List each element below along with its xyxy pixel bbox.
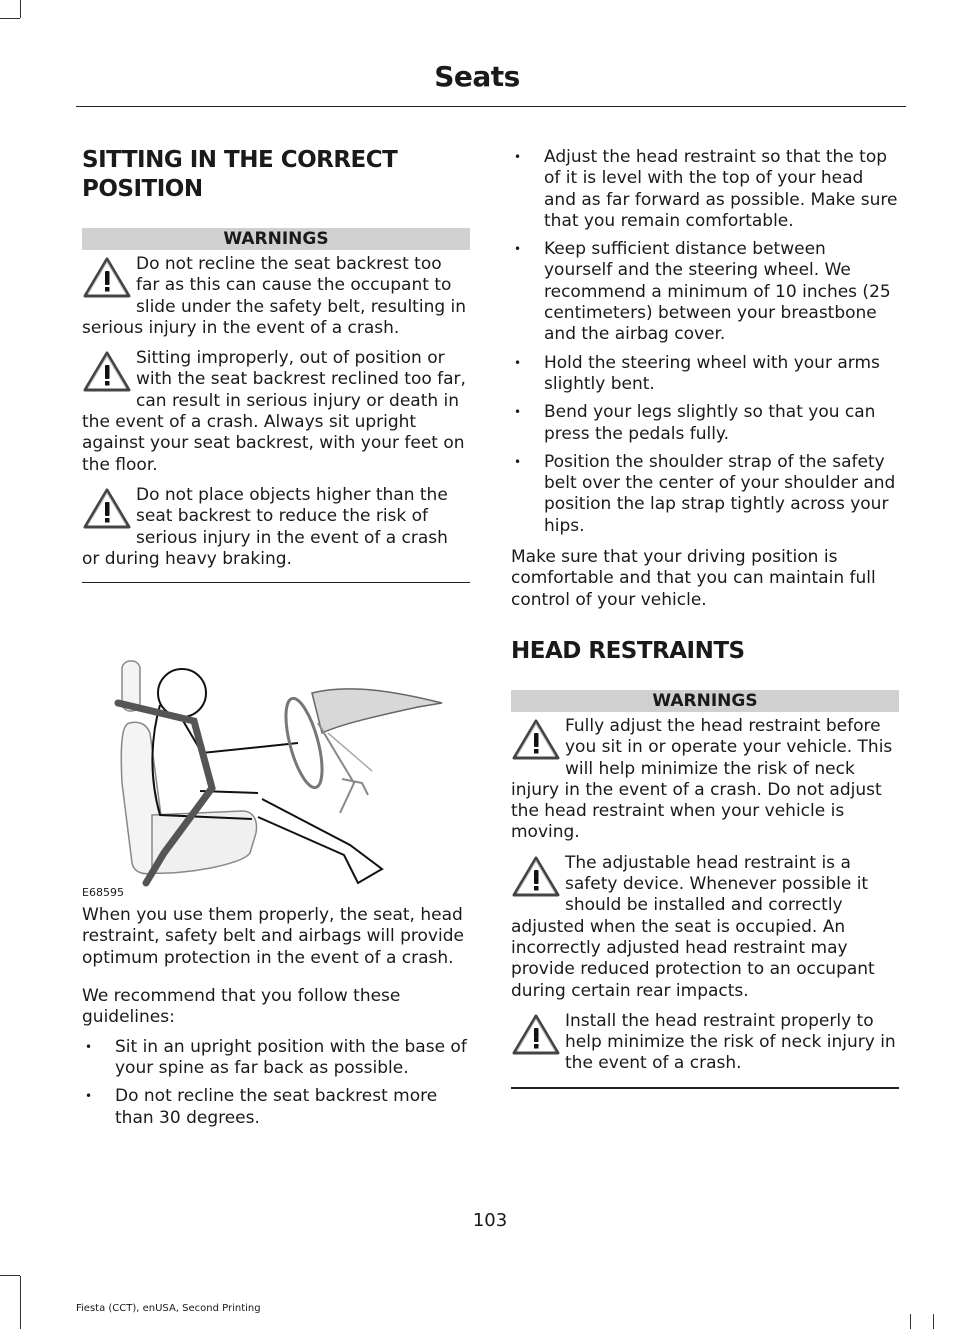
seated-driver-illustration bbox=[82, 583, 470, 905]
left-column bbox=[82, 146, 470, 1136]
crop-mark bbox=[910, 1314, 911, 1329]
crop-mark bbox=[0, 18, 20, 19]
list-item: • Do not recline the seat backrest more than 30 degrees. bbox=[82, 1086, 470, 1129]
crop-mark bbox=[20, 0, 21, 18]
list-item: • Keep sufficient distance between yourself and the steering wheel. We recommend a minimum of 10 inches (25 centimeters) between your breastbone and the airbag cover. bbox=[511, 239, 899, 345]
paragraph: When you use them properly, the seat, head restraint, safety belt and airbags will provide optimum protection in the event of a crash. bbox=[82, 905, 464, 968]
guideline-list bbox=[511, 147, 899, 537]
list-item: • Position the shoulder strap of the safety belt over the center of your shoulder and position the lap strap tightly across your hips. bbox=[511, 452, 899, 537]
warnings-divider bbox=[511, 1087, 899, 1089]
right-column bbox=[511, 147, 899, 1089]
warning-block bbox=[82, 348, 470, 476]
list-item: • Sit in an upright position with the base of your spine as far back as possible. bbox=[82, 1037, 470, 1080]
page-title: Seats bbox=[434, 60, 520, 93]
list-item: • Adjust the head restraint so that the top of it is level with the top of your head and as far forward as possible. Make sure that you remain comfortable. bbox=[511, 147, 899, 232]
crop-mark bbox=[0, 1275, 20, 1276]
warnings-header: WARNINGS bbox=[511, 690, 899, 712]
warning-triangle-icon bbox=[511, 718, 561, 762]
warning-text: The adjustable head restraint is a safety device. Whenever possible it should be installed and correctly adjusted when the seat is occupied. An incorrectly adjusted head restraint may provide reduced protection to an occupant during certain rear impacts. bbox=[511, 852, 875, 1001]
guideline-list bbox=[82, 1037, 470, 1129]
crop-mark bbox=[20, 1276, 21, 1329]
crop-mark bbox=[933, 1314, 934, 1329]
list-item: • Hold the steering wheel with your arms slightly bent. bbox=[511, 353, 899, 396]
warning-triangle-icon bbox=[82, 487, 132, 531]
warning-triangle-icon bbox=[511, 855, 561, 899]
warning-triangle-icon bbox=[82, 256, 132, 300]
warnings-header: WARNINGS bbox=[82, 228, 470, 250]
warning-text: Sitting improperly, out of position or with the seat backrest reclined too far, can result in serious injury or death in the event of a crash. Always sit upright against your seat backrest, with your feet on the floor. bbox=[82, 348, 466, 475]
warning-text: Do not place objects higher than the seat backrest to reduce the risk of serious injury in the event of a crash or during heavy braking. bbox=[82, 484, 448, 569]
warning-block bbox=[82, 254, 470, 339]
section-heading-sitting: SITTING IN THE CORRECT POSITION bbox=[82, 147, 398, 202]
footer-text: Fiesta (CCT), enUSA, Second Printing bbox=[76, 1303, 261, 1314]
section-heading-head-restraints: HEAD RESTRAINTS bbox=[511, 637, 745, 664]
warning-text: Fully adjust the head restraint before you sit in or operate your vehicle. This will help minimize the risk of neck injury in the event of a crash. Do not adjust the head restraint when your vehicle is moving. bbox=[511, 715, 893, 843]
warning-triangle-icon bbox=[82, 350, 132, 394]
warning-triangle-icon bbox=[511, 1013, 561, 1057]
page-number: 103 bbox=[472, 1210, 508, 1231]
paragraph: We recommend that you follow these guidelines: bbox=[82, 986, 401, 1028]
list-item: • Bend your legs slightly so that you can press the pedals fully. bbox=[511, 402, 899, 445]
paragraph: Make sure that your driving position is comfortable and that you can maintain full control of your vehicle. bbox=[511, 547, 876, 610]
warning-text: Install the head restraint properly to help minimize the risk of neck injury in the event of a crash. bbox=[565, 1010, 896, 1074]
warning-block bbox=[511, 853, 899, 1002]
header-divider bbox=[76, 106, 906, 107]
seating-position-figure bbox=[82, 583, 470, 905]
warning-text: Do not recline the seat backrest too far as this can cause the occupant to slide under the safety belt, resulting in serious injury in the event of a crash. bbox=[82, 254, 467, 338]
warning-block bbox=[511, 716, 899, 844]
figure-code: E68595 bbox=[82, 886, 124, 900]
warning-block bbox=[511, 1011, 899, 1075]
warning-block bbox=[82, 485, 470, 570]
